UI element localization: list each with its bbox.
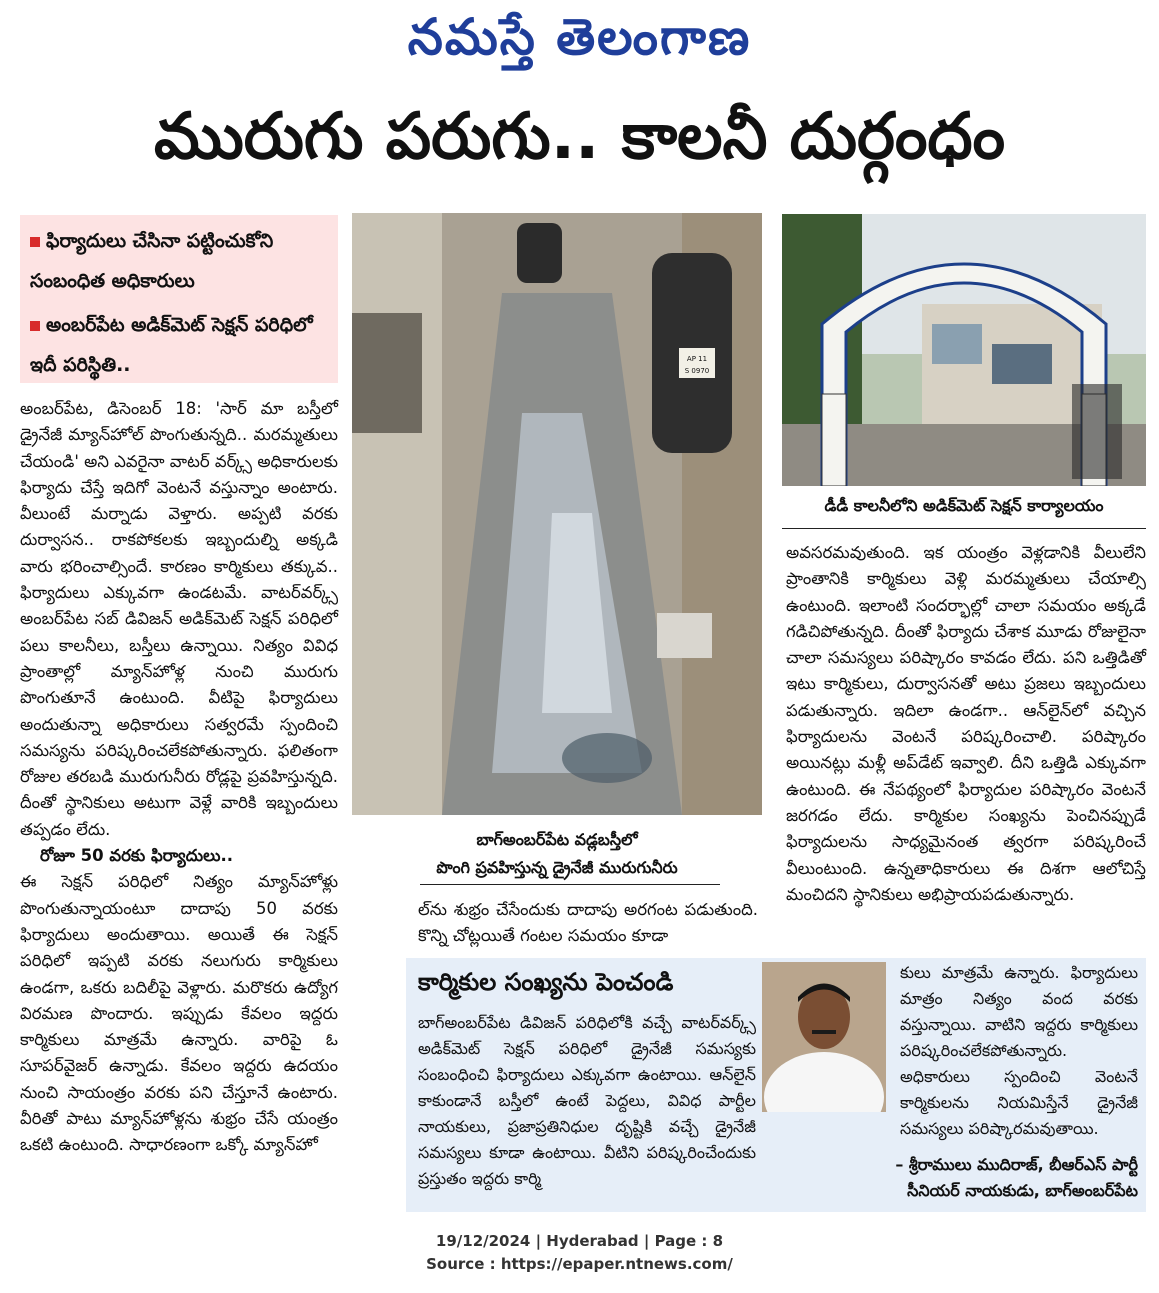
box-text-right-top	[900, 960, 1138, 1142]
highlight-item	[30, 221, 330, 301]
caption-line: పొంగి ప్రవహిస్తున్న డ్రైనేజీ మురుగునీరు	[436, 858, 678, 877]
highlights-box	[20, 215, 338, 383]
box-paragraph: బాగ్‌అంబర్‌పేట డివిజన్ పరిధిలోకి వచ్చే వాటర్‌వర్క్స్ అడిక్‌మెట్ సెక్షన్ పరిధిలో డ్రైనేజీ సమస్యకు సంబంధించి ఫిర్యాదులు ఎక్కువగా ఉంటాయి. ఆన్‌లైన్ కాకుండానే బస్తీలో ఉంటే పెద్దలు, వివిధ పార్టీల నాయకులు, ప్రజాప్రతినిధుల దృష్టికి వచ్చే డ్రైనేజీ సమస్యలు కూడా ఉంటాయి. వీటిని పరిష్కరించేందుకు ప్రస్తుతం ఇద్దరు కార్మి	[418, 1013, 756, 1188]
person-portrait-image	[762, 962, 886, 1112]
bullet-square-icon	[30, 321, 40, 331]
box-paragraph: కులు మాత్రమే ఉన్నారు. ఫిర్యాదులు మాత్రం నిత్యం వంద వరకు వస్తున్నాయి. వాటిని ఇద్దరు కార్మికులు పరిష్కరించలేకపోతున్నారు. అధికారులు స్పందించి వెంటనే కార్మికులను నియమిస్తేనే డ్రైనేజీ సమస్యలు పరిష్కారమవుతాయి.	[900, 963, 1138, 1138]
caption-rule	[782, 528, 1146, 529]
article-paragraph: అవసరమవుతుంది. ఇక యంత్రం వెళ్లడానికి వీలులేని ప్రాంతానికి కార్మికులు వెళ్లి మరమ్మతులు చేయాల్సి ఉంటుంది. ఇలాంటి సందర్భాల్లో చాలా సమయం అక్కడే గడిచిపోతున్నది. దీంతో ఫిర్యాదు చేశాక మూడు రోజులైనా చాలా సమస్యలు పరిష్కారం కావడం లేదు. పని ఒత్తిడితో ఇటు కార్మికులు, దుర్వాసనతో అటు ప్రజలు ఇబ్బందులు పడుతున్నారు. ఇదిలా ఉండగా.. ఆన్‌లైన్‌లో వచ్చిన ఫిర్యాదులను వెంటనే పరిష్కరించాలి. పరిష్కారం అయినట్లు మళ్లీ అప్‌డేట్ ఇవ్వాలి. దీని ఒత్తిడి ఎక్కువగా ఉంటుంది. ఈ నేపథ్యంలో ఫిర్యాదుల పరిష్కారం వెంటనే జరగడం లేదు. కార్మికుల సంఖ్యను పెంచినప్పుడే ఫిర్యాదులను సాధ్యమైనంత త్వరగా పరిష్కరించే వీలుంటుంది. ఉన్నతాధికారులు ఈ దిశగా ఆలోచిస్తే మంచిదని స్థానికులు అభిప్రాయపడుతున్నారు.	[786, 543, 1146, 904]
article-column-3	[786, 540, 1146, 908]
caption-line: బాగ్‌అంబర్‌పేట వడ్లబస్తీలో	[476, 830, 638, 849]
svg-text:S 0970: S 0970	[684, 367, 710, 375]
headline: మురుగు పరుగు.. కాలనీ దుర్గంధం	[153, 100, 1006, 174]
center-photo-caption	[352, 826, 762, 882]
article-column-2	[418, 897, 758, 950]
attribution-line: – శ్రీరాములు ముదిరాజ్, బీఆర్‌ఎస్ పార్టీ	[895, 1155, 1138, 1174]
box-text-left	[418, 1010, 756, 1192]
subheading: రోజూ 50 వరకు ఫిర్యాదులు..	[40, 846, 234, 866]
article-paragraph: ల్‌ను శుభ్రం చేసేందుకు దాదాపు అరగంట పడుతుంది. కొన్ని చోట్లయితే గంటల సమయం కూడా	[418, 900, 758, 946]
drainage-photo	[352, 213, 762, 815]
bullet-square-icon	[30, 237, 40, 247]
highlight-text: అంబర్‌పేట అడిక్‌మెట్ సెక్షన్ పరిధిలో ఇదీ పరిస్థితి..	[30, 314, 313, 376]
footer-date-page: 19/12/2024 | Hyderabad | Page : 8	[435, 1232, 724, 1250]
article-paragraph: అంబర్‌పేట, డిసెంబర్ 18: 'సార్ మా బస్తీలో డ్రైనేజీ మ్యాన్‌హోల్ పొంగుతున్నది.. మరమ్మతులు చేయండి' అని ఎవరైనా వాటర్ వర్క్స్ అధికారులకు ఫిర్యాదు చేస్తే ఇదిగో వెంటనే వస్తున్నాం అంటారు. వీలుంటే మర్నాడు వెళ్తారు. అప్పటి వరకు దుర్వాసన.. రాకపోకలకు ఇబ్బందుల్ని అక్కడి వారు భరించాల్సిందే. కారణం కార్మికులు తక్కువ.. ఫిర్యాదులు ఎక్కువగా ఉండటమే. వాటర్‌వర్క్స్ అంబర్‌పేట సబ్ డివిజన్ అడిక్‌మెట్ సెక్షన్ పరిధిలో పలు కాలనీలు, బస్తీలు ఉన్నాయి. నిత్యం వివిధ ప్రాంతాల్లో మ్యాన్‌హోళ్ల నుంచి మురుగు పొంగుతూనే ఉంటుంది. వీటిపై ఫిర్యాదులు అందుతున్నా అధికారులు సత్వరమే స్పందించి సమస్యను పరిష్కరించలేకపోతున్నారు. ఫలితంగా రోజుల తరబడి మురుగునీరు రోడ్లపై ప్రవహిస్తున్నది. దీంతో స్థానికులు అటుగా వెళ్లే వారికి ఇబ్బందులు తప్పడం లేదు.	[20, 399, 338, 839]
article-paragraph: ఈ సెక్షన్ పరిధిలో నిత్యం మ్యాన్‌హోళ్లు పొంగుతున్నాయంటూ దాదాపు 50 వరకు ఫిర్యాదులు అందుతాయి. అయితే ఈ సెక్షన్ పరిధిలో ఇప్పటి వరకు నలుగురు కార్మికులు ఉండగా, ఒకరు బదిలీపై వెళ్లారు. మరొకరు ఉద్యోగ విరమణ పొందారు. ఇప్పుడు కేవలం ఇద్దరు కార్మికులు మాత్రమే ఉన్నారు. వారిపై ఓ సూపర్‌వైజర్ ఉన్నాడు. కేవలం ఇద్దరు ఉదయం నుంచి సాయంత్రం వరకు పని చేస్తూనే ఉంటారు. వీరితో పాటు మ్యాన్‌హోళ్లను శుభ్రం చేసే యంత్రం ఒకటి ఉంటుంది. సాధారణంగా ఒక్కో మ్యాన్‌హో	[20, 872, 338, 1155]
right-photo-caption: డీడీ కాలనీలోని అడిక్‌మెట్ సెక్షన్ కార్యాలయం	[824, 496, 1104, 515]
masthead: నమస్తే తెలంగాణ	[407, 8, 752, 66]
office-arch-image	[782, 214, 1146, 486]
footer-source: Source : https://epaper.ntnews.com/	[426, 1255, 733, 1273]
drainage-street-image	[352, 213, 762, 815]
box-attribution	[820, 1152, 1138, 1204]
article-column-1	[20, 396, 338, 1159]
plate-text: AP 11	[686, 355, 708, 363]
portrait-photo	[762, 962, 886, 1112]
highlight-text: ఫిర్యాదులు చేసినా పట్టించుకోని సంబంధిత అధికారులు	[30, 230, 274, 292]
office-photo	[782, 214, 1146, 486]
highlight-item	[30, 305, 330, 385]
box-title: కార్మికుల సంఖ్యను పెంచండి	[418, 968, 674, 996]
attribution-line: సీనియర్ నాయకుడు, బాగ్‌అంబర్‌పేట	[907, 1181, 1138, 1200]
caption-rule	[420, 884, 720, 885]
